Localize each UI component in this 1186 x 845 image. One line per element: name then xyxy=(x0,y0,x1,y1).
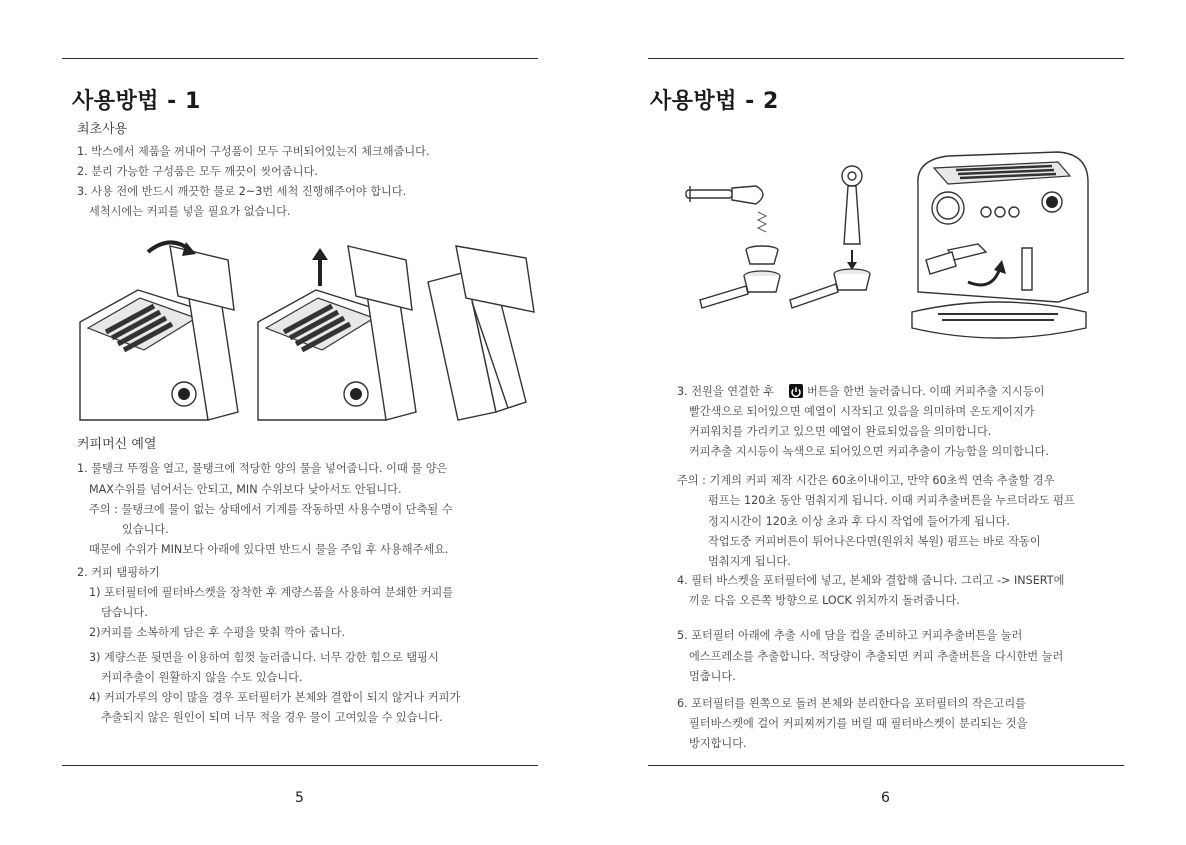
first-use-line-1: 1. 박스에서 제품을 꺼내어 구성품이 모두 구비되어있는지 체크해줍니다. xyxy=(77,145,430,158)
first-use-line-2: 2. 분리 가능한 구성품은 모두 깨끗이 씻어줍니다. xyxy=(77,165,318,178)
step3-line-2: 빨간색으로 되어있으면 예열이 시작되고 있음을 의미하며 온도게이지가 xyxy=(689,405,1035,418)
preheat-line-5: 때문에 수위가 MIN보다 아래에 있다면 반드시 물을 주입 후 사용해주세요. xyxy=(89,543,449,556)
espresso-machine-illustration xyxy=(908,142,1094,348)
first-use-line-4: 세척시에는 커피를 넣을 필요가 없습니다. xyxy=(89,205,291,218)
caution-line-4: 작업도중 커피버튼이 튀어나온다면(원위치 복원) 펌프는 바로 작동이 xyxy=(708,535,1041,548)
first-use-line-3: 3. 사용 전에 반드시 깨끗한 물로 2~3번 세척 진행해주어야 합니다. xyxy=(77,185,407,198)
right-page-title: 사용방법 - 2 xyxy=(650,89,779,114)
preheat-line-12: 4) 커피가루의 양이 많을 경우 포터필터가 본체와 결합이 되지 않거나 커피가 xyxy=(89,691,461,704)
measuring-scoop-figure xyxy=(686,186,778,264)
preheat-line-7: 1) 포터필터에 필터바스켓을 장착한 후 계량스품을 사용하여 분쇄한 커피를 xyxy=(89,586,454,599)
step3-line-4: 커피추출 지시등이 녹색으로 되어있으면 커피추출이 가능함을 의미합니다. xyxy=(689,445,1049,458)
left-bottom-rule xyxy=(62,765,538,766)
step5-line-2: 에스프레소를 추출합니다. 적당량이 추출되면 커피 추출버튼을 다시한번 눌러 xyxy=(689,650,1064,663)
preheat-line-6: 2. 커피 탬핑하기 xyxy=(77,566,160,579)
portafilter-illustration xyxy=(686,160,896,320)
tank-lift-figure xyxy=(258,246,416,420)
step6-line-3: 방지합니다. xyxy=(689,737,747,750)
left-page-title: 사용방법 - 1 xyxy=(72,89,201,114)
preheat-line-8: 담습니다. xyxy=(101,606,148,619)
preheat-line-2: MAX수위를 넘어서는 안되고, MIN 수위보다 낮아서도 안됩니다. xyxy=(89,483,402,496)
preheat-line-10: 3) 계량스푼 뒷면을 이용하여 힘껏 눌러줍니다. 너무 강한 힘으로 탬핑시 xyxy=(89,651,439,664)
step3-line-1a: 3. 전원을 연결한 후 xyxy=(677,385,774,398)
preheat-line-13: 추출되지 않은 원인이 되며 너무 적을 경우 물이 고여있을 수 있습니다. xyxy=(101,711,443,724)
step4-line-2: 끼운 다음 오른쪽 방향으로 LOCK 위치까지 돌려줍니다. xyxy=(689,594,960,607)
right-top-rule xyxy=(648,58,1124,59)
water-tank-illustration xyxy=(78,232,538,420)
left-top-rule xyxy=(62,58,538,59)
step6-line-2: 필터바스켓에 걸어 커피찌꺼기를 버릴 때 필터바스켓이 분리되는 것을 xyxy=(689,717,1028,730)
left-page-number: 5 xyxy=(295,790,304,806)
step5-line-1: 5. 포터필터 아래에 추출 시에 담을 컵을 준비하고 커피추출버튼을 눌러 xyxy=(677,629,1023,642)
portafilter-tamped-figure xyxy=(790,269,870,308)
preheat-line-9: 2)커피를 소복하게 담은 후 수평을 맞춰 깍아 줍니다. xyxy=(89,626,346,639)
step6-line-1: 6. 포터필터를 왼쪽으로 돌려 본체와 분리한다음 포터필터의 작은고리를 xyxy=(677,697,1026,710)
portafilter-figure xyxy=(700,271,780,308)
right-page-number: 6 xyxy=(881,790,890,806)
preheat-line-11: 커피추출이 원활하지 않을 수도 있습니다. xyxy=(101,671,303,684)
section-first-use-heading: 최초사용 xyxy=(77,122,128,137)
step4-line-1: 4. 필터 바스켓을 포터필터에 넣고, 본체와 결합해 줍니다. 그리고 -> INSERT에 xyxy=(677,574,1065,587)
preheat-line-3: 주의 : 물탱크에 물이 없는 상태에서 기계를 작동하면 사용수명이 단축될 수 xyxy=(89,503,453,516)
preheat-line-1: 1. 물탱크 뚜껑을 열고, 물탱크에 적당한 양의 물을 넣어줍니다. 이때 물 양은 xyxy=(77,462,448,475)
caution-line-5: 멈춰지게 됩니다. xyxy=(708,555,791,568)
caution-line-3: 정지시간이 120초 이상 초과 후 다시 작업에 들어가게 됩니다. xyxy=(708,515,1010,528)
power-icon xyxy=(789,384,803,398)
machine-lid-open-figure xyxy=(80,242,238,420)
step5-line-3: 멈춥니다. xyxy=(689,670,736,683)
caution-line-2: 펌프는 120초 동안 멈춰지게 됩니다. 이때 커피추출버튼을 누르더라도 펌프 xyxy=(708,494,1075,507)
step3-line-1b: 버튼을 한번 눌러줍니다. 이때 커피추출 지시등이 xyxy=(807,385,1045,398)
preheat-line-4: 있습니다. xyxy=(122,523,169,536)
caution-line-1: 주의 : 기계의 커피 제작 시간은 60초이내이고, 만약 60초씩 연속 추출할 경우 xyxy=(677,474,1055,487)
section-preheat-heading: 커피머신 예열 xyxy=(77,437,157,452)
step3-line-3: 커피워치를 가리키고 있으면 예열이 완료되었음을 의미합니다. xyxy=(689,425,992,438)
right-bottom-rule xyxy=(648,765,1124,766)
water-tank-figure xyxy=(428,246,534,420)
tamper-figure xyxy=(842,166,862,270)
